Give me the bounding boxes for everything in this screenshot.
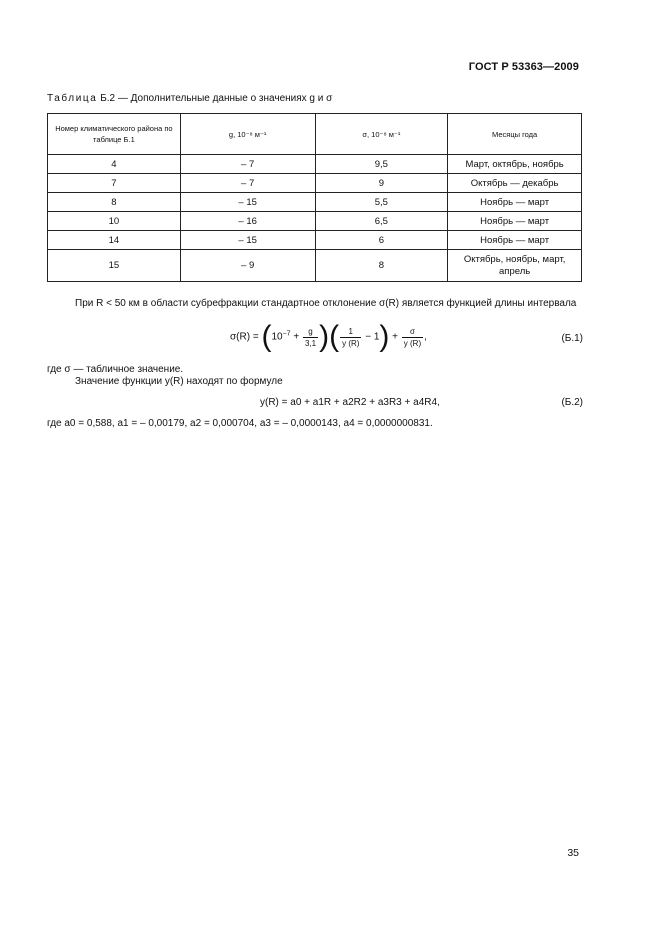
formula-lhs: σ(R) = (230, 331, 259, 343)
page-number: 35 (567, 847, 579, 859)
data-table (47, 113, 582, 282)
equation-number-b1: (Б.1) (561, 333, 583, 344)
coefficients-text: где a0 = 0,588, a1 = – 0,00179, a2 = 0,000704, a3 = – 0,0000143, a4 = 0,0000000831. (47, 418, 433, 429)
fraction-sigma-over-y (402, 326, 423, 349)
formula-plus: + (293, 331, 300, 343)
table-cell: – 15 (180, 231, 315, 250)
table-cell: Ноябрь — март (448, 212, 582, 231)
right-paren-icon: ) (319, 320, 330, 353)
table-cell: – 7 (180, 155, 315, 174)
table-cell: Октябрь — декабрь (448, 174, 582, 193)
where-sigma-text: где σ — табличное значение. (47, 364, 184, 375)
table-cell: 8 (48, 193, 181, 212)
table-cell: – 7 (180, 174, 315, 193)
table-cell: Март, октябрь, ноябрь (448, 155, 582, 174)
fraction-denominator: 3,1 (304, 338, 317, 348)
left-paren-icon: ( (261, 320, 272, 353)
fraction-numerator: σ (402, 326, 423, 338)
column-header-district: Номер климатического района по таблице Б.1 (48, 114, 181, 155)
fraction-numerator: 1 (340, 326, 361, 338)
table-cell: 9,5 (315, 155, 448, 174)
table-cell: 10 (48, 212, 181, 231)
table-cell: – 15 (180, 193, 315, 212)
formula-plus: + (392, 331, 399, 343)
table-cell: 7 (48, 174, 181, 193)
formula-minus-one: − 1 (365, 331, 380, 343)
table-caption (47, 93, 332, 104)
table-cell: Ноябрь — март (448, 193, 582, 212)
table-caption-text: Б.2 — Дополнительные данные о значениях g и σ (97, 93, 333, 104)
fraction-g (303, 326, 318, 349)
formula-tail: , (424, 331, 427, 343)
table-cell: 14 (48, 231, 181, 250)
table-row (48, 212, 582, 231)
table-cell: 6,5 (315, 212, 448, 231)
table-header-row (48, 114, 582, 155)
table-cell: Октябрь, ноябрь, март, апрель (448, 250, 582, 282)
equation-number-b2: (Б.2) (561, 397, 583, 408)
column-header-sigma: σ, 10⁻⁸ м⁻¹ (315, 114, 448, 155)
table-cell: – 16 (180, 212, 315, 231)
fraction-denominator: y (R) (403, 338, 422, 348)
table-cell: 5,5 (315, 193, 448, 212)
table-row (48, 193, 582, 212)
formula-base: 10 (271, 331, 283, 343)
formula-b2: y(R) = a0 + a1R + a2R2 + a3R3 + a4R4, (260, 397, 440, 408)
table-cell: 6 (315, 231, 448, 250)
column-header-months: Месяцы года (448, 114, 582, 155)
table-cell: 4 (48, 155, 181, 174)
left-paren-icon: ( (329, 320, 340, 353)
table-cell: – 9 (180, 250, 315, 282)
intro-paragraph: При R < 50 км в области субрефракции стандартное отклонение σ(R) является функцией длины интервала (75, 298, 577, 309)
table-row (48, 155, 582, 174)
table-row (48, 231, 582, 250)
fraction-denominator: y (R) (342, 338, 360, 348)
table-cell: 8 (315, 250, 448, 282)
table-cell: Ноябрь — март (448, 231, 582, 250)
formula-exponent: −7 (282, 330, 291, 338)
table-row (48, 174, 582, 193)
table-caption-label: Таблица (47, 93, 98, 104)
function-intro-text: Значение функции y(R) находят по формуле (75, 376, 283, 387)
table-row (48, 250, 582, 282)
table-cell: 15 (48, 250, 181, 282)
column-header-g: g, 10⁻⁸ м⁻¹ (180, 114, 315, 155)
standard-header: ГОСТ Р 53363—2009 (468, 61, 579, 73)
fraction-one-over-y (340, 326, 361, 349)
right-paren-icon: ) (379, 320, 390, 353)
formula-b1 (230, 322, 427, 352)
table-cell: 9 (315, 174, 448, 193)
fraction-numerator: g (303, 326, 318, 338)
